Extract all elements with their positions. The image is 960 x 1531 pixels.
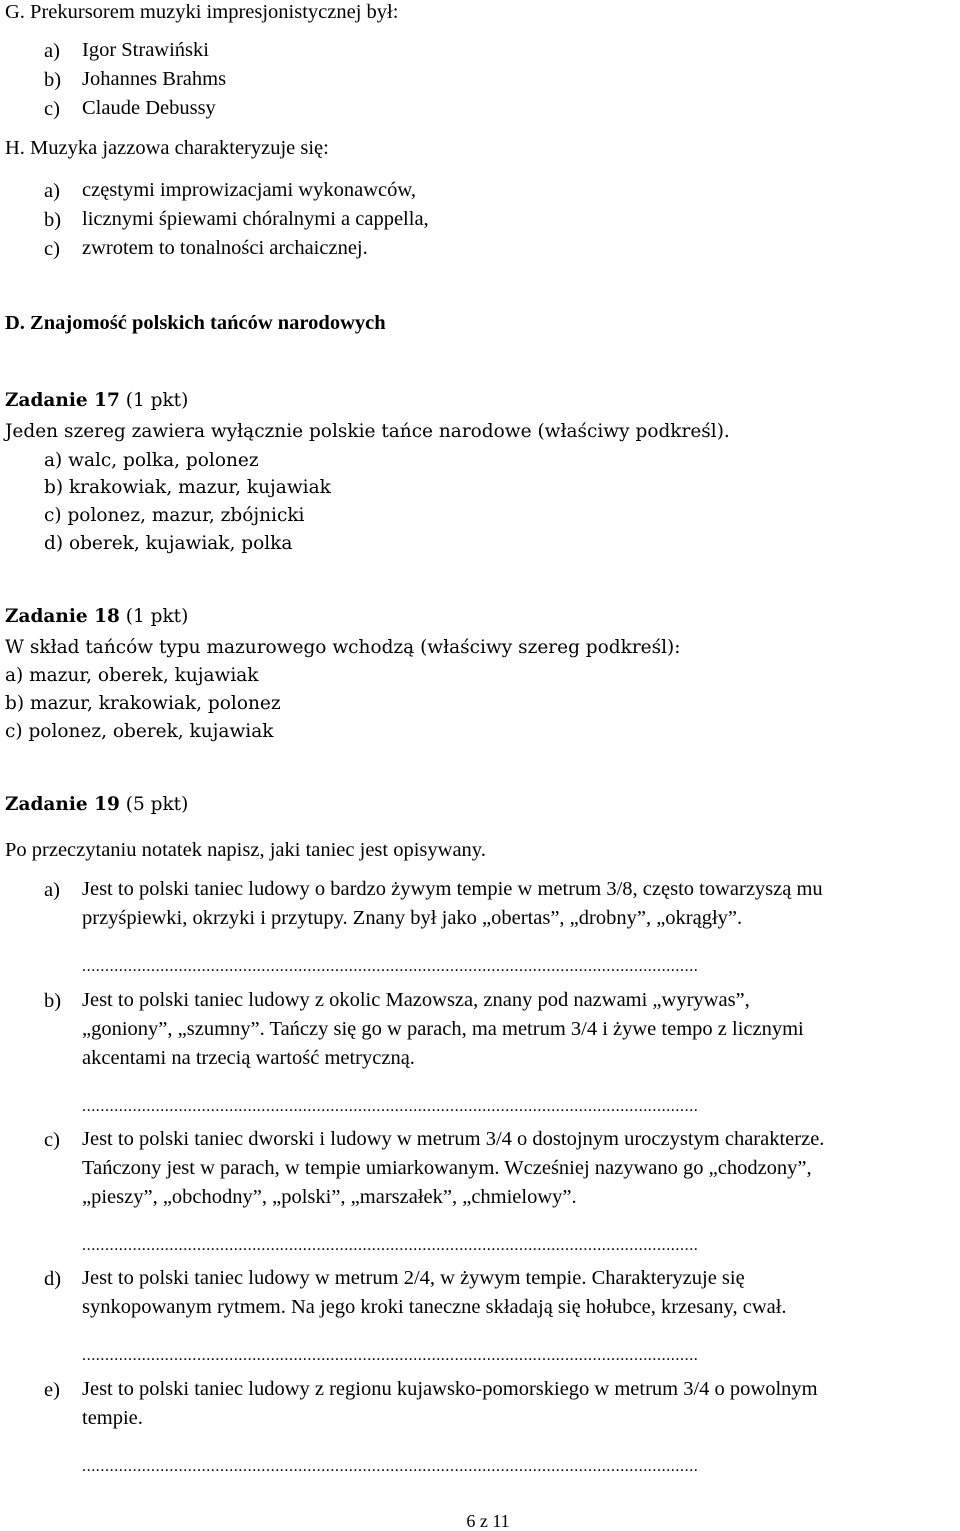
item-line: Jest to polski taniec ludowy o bardzo żywym tempie w metrum 3/8, często towarzyszą mu <box>82 878 823 900</box>
item-marker: a) <box>44 879 60 901</box>
answer-line[interactable]: ...................................................................................................................................... <box>82 1459 699 1475</box>
item-line: „goniony”, „szumny”. Tańczy się go w parach, ma metrum 3/4 i żywe tempo z licznymi <box>82 1018 804 1040</box>
page-number: 6 z 11 <box>466 1511 510 1531</box>
item-marker: d) <box>44 1268 62 1290</box>
task-18-option: a) mazur, oberek, kujawiak <box>5 665 259 686</box>
task-18-option: c) polonez, oberek, kujawiak <box>5 721 274 742</box>
task-title: Zadanie 17 <box>5 390 120 411</box>
item-line: Jest to polski taniec ludowy z regionu kujawsko-pomorskiego w metrum 3/4 o powolnym <box>82 1378 818 1400</box>
answer-line[interactable]: ...................................................................................................................................... <box>82 1099 699 1115</box>
task-17-option: d) oberek, kujawiak, polka <box>44 533 293 554</box>
item-line: Jest to polski taniec ludowy w metrum 2/4, w żywym tempie. Charakteryzuje się <box>82 1267 745 1289</box>
question-g: G. Prekursorem muzyki impresjonistycznej był: <box>5 1 399 23</box>
item-line: „pieszy”, „obchodny”, „polski”, „marszałek”, „chmielowy”. <box>82 1186 577 1208</box>
task-17-option: b) krakowiak, mazur, kujawiak <box>44 477 331 498</box>
task-points: (5 pkt) <box>119 794 189 815</box>
item-marker: c) <box>44 1129 60 1151</box>
task-17-instruction: Jeden szereg zawiera wyłącznie polskie tańce narodowe (właściwy podkreśl). <box>5 421 730 442</box>
task-17-heading <box>5 392 188 411</box>
answer-line[interactable]: ...................................................................................................................................... <box>82 1238 699 1254</box>
task-19-instruction: Po przeczytaniu notatek napisz, jaki taniec jest opisywany. <box>5 839 486 861</box>
option-marker: c) <box>44 238 60 260</box>
task-17-option: a) walc, polka, polonez <box>44 450 259 471</box>
task-points: (1 pkt) <box>119 606 189 627</box>
task-18-option: b) mazur, krakowiak, polonez <box>5 693 281 714</box>
option-marker: a) <box>44 40 60 62</box>
item-line: akcentami na trzecią wartość metryczną. <box>82 1047 415 1069</box>
section-heading: D. Znajomość polskich tańców narodowych <box>5 312 386 334</box>
item-line: przyśpiewki, okrzyki i przytupy. Znany był jako „obertas”, „drobny”, „okrągły”. <box>82 907 743 929</box>
item-line: Jest to polski taniec ludowy z okolic Mazowsza, znany pod nazwami „wyrywas”, <box>82 989 750 1011</box>
task-17-option: c) polonez, mazur, zbójnicki <box>44 505 305 526</box>
question-h: H. Muzyka jazzowa charakteryzuje się: <box>5 137 329 159</box>
task-18-heading <box>5 608 188 627</box>
option-text: Claude Debussy <box>82 97 216 119</box>
answer-line[interactable]: ...................................................................................................................................... <box>82 1348 699 1364</box>
task-18-instruction: W skład tańców typu mazurowego wchodzą (właściwy szereg podkreśl): <box>5 637 681 658</box>
option-text: Igor Strawiński <box>82 39 209 61</box>
option-marker: a) <box>44 180 60 202</box>
task-19-heading <box>5 796 188 815</box>
item-line: tempie. <box>82 1407 143 1429</box>
option-text: zwrotem to tonalności archaicznej. <box>82 237 368 259</box>
item-line: Tańczony jest w parach, w tempie umiarkowanym. Wcześniej nazywano go „chodzony”, <box>82 1157 812 1179</box>
item-marker: b) <box>44 990 62 1012</box>
item-line: synkopowanym rytmem. Na jego kroki taneczne składają się hołubce, krzesany, cwał. <box>82 1296 787 1318</box>
option-marker: b) <box>44 209 62 231</box>
option-text: Johannes Brahms <box>82 68 227 90</box>
option-text: licznymi śpiewami chóralnymi a cappella, <box>82 208 429 230</box>
task-title: Zadanie 18 <box>5 606 120 627</box>
task-points: (1 pkt) <box>119 390 189 411</box>
task-title: Zadanie 19 <box>5 794 120 815</box>
item-marker: e) <box>44 1379 60 1401</box>
option-marker: c) <box>44 98 60 120</box>
option-marker: b) <box>44 69 62 91</box>
item-line: Jest to polski taniec dworski i ludowy w metrum 3/4 o dostojnym uroczystym charakterze. <box>82 1128 825 1150</box>
answer-line[interactable]: ...................................................................................................................................... <box>82 959 699 975</box>
option-text: częstymi improwizacjami wykonawców, <box>82 179 416 201</box>
